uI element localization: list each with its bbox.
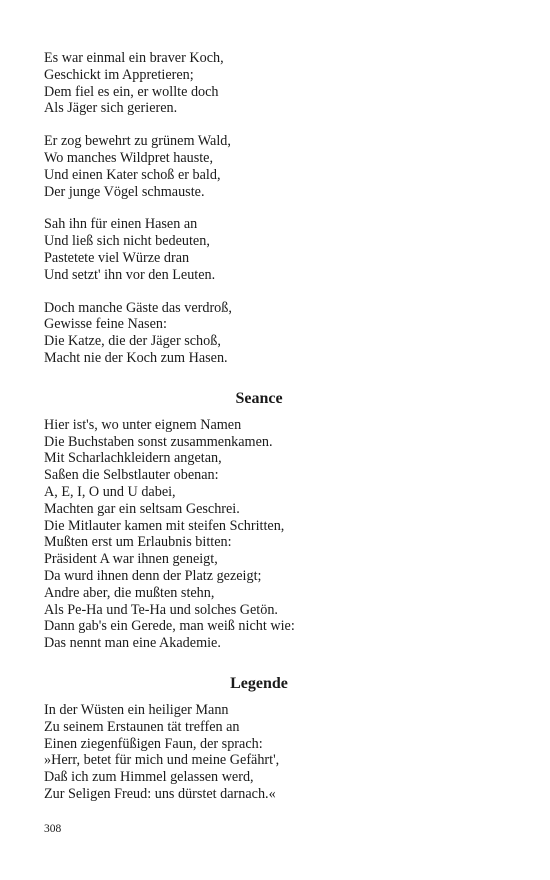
verse-line: Mußten erst um Erlaubnis bitten: — [44, 534, 232, 551]
verse-line: Einen ziegenfüßigen Faun, der sprach: — [44, 735, 263, 752]
verse-line: Die Katze, die der Jäger schoß, — [44, 333, 221, 350]
verse-line: Geschickt im Appretieren; — [44, 66, 194, 83]
poem-title-legende: Legende — [230, 674, 288, 692]
verse-line: Und setzt' ihn vor den Leuten. — [44, 266, 216, 283]
verse-line: Die Mitlauter kamen mit steifen Schritten, — [44, 517, 285, 534]
verse-line: Gewisse feine Nasen: — [44, 316, 167, 333]
verse-line: Dem fiel es ein, er wollte doch — [44, 83, 219, 100]
stanza-2 — [44, 133, 474, 200]
verse-line: Er zog bewehrt zu grünem Wald, — [44, 133, 231, 150]
stanza-3 — [44, 216, 474, 283]
stanza-1 — [44, 50, 474, 117]
verse-line: Das nennt man eine Akademie. — [44, 635, 221, 652]
verse-line: Und einen Kater schoß er bald, — [44, 166, 221, 183]
verse-line: In der Wüsten ein heiliger Mann — [44, 701, 229, 718]
verse-line: Macht nie der Koch zum Hasen. — [44, 349, 228, 366]
page-number: 308 — [44, 823, 62, 835]
poem-koch — [44, 50, 474, 367]
verse-line: Machten gar ein seltsam Geschrei. — [44, 500, 240, 517]
verse-line: Zur Seligen Freud: uns dürstet darnach.« — [44, 785, 276, 802]
verse-line: Zu seinem Erstaunen tät treffen an — [44, 718, 240, 735]
verse-line: Der junge Vögel schmauste. — [44, 183, 205, 200]
poem-seance — [44, 417, 474, 652]
verse-line: Mit Scharlachkleidern angetan, — [44, 450, 222, 467]
verse-line: Andre aber, die mußten stehn, — [44, 584, 215, 601]
verse-line: Hier ist's, wo unter eignem Namen — [44, 416, 242, 433]
verse-line: Es war einmal ein braver Koch, — [44, 50, 224, 66]
verse-line: Als Jäger sich gerieren. — [44, 100, 178, 117]
page-content — [44, 50, 474, 803]
verse-line: Und ließ sich nicht bedeuten, — [44, 233, 210, 250]
poem-title-seance: Seance — [235, 389, 283, 407]
stanza-4 — [44, 300, 474, 367]
verse-line: Die Buchstaben sonst zusammenkamen. — [44, 433, 273, 450]
verse-line: Präsident A war ihnen geneigt, — [44, 551, 218, 568]
verse-line: Dann gab's ein Gerede, man weiß nicht wie: — [44, 618, 295, 635]
verse-line: Wo manches Wildpret hauste, — [44, 149, 214, 166]
verse-line: »Herr, betet für mich und meine Gefährt', — [44, 752, 280, 769]
verse-line: Sah ihn für einen Hasen an — [44, 216, 198, 233]
poem-legende — [44, 702, 474, 803]
verse-line: Daß ich zum Himmel gelassen werd, — [44, 769, 254, 786]
verse-line: Pastetete viel Würze dran — [44, 249, 190, 266]
verse-line: Da wurd ihnen denn der Platz gezeigt; — [44, 567, 262, 584]
verse-line: Doch manche Gäste das verdroß, — [44, 299, 232, 316]
verse-line: Als Pe-Ha und Te-Ha und solches Getön. — [44, 601, 278, 618]
verse-line: A, E, I, O und U dabei, — [44, 483, 176, 500]
verse-line: Saßen die Selbstlauter obenan: — [44, 467, 219, 484]
